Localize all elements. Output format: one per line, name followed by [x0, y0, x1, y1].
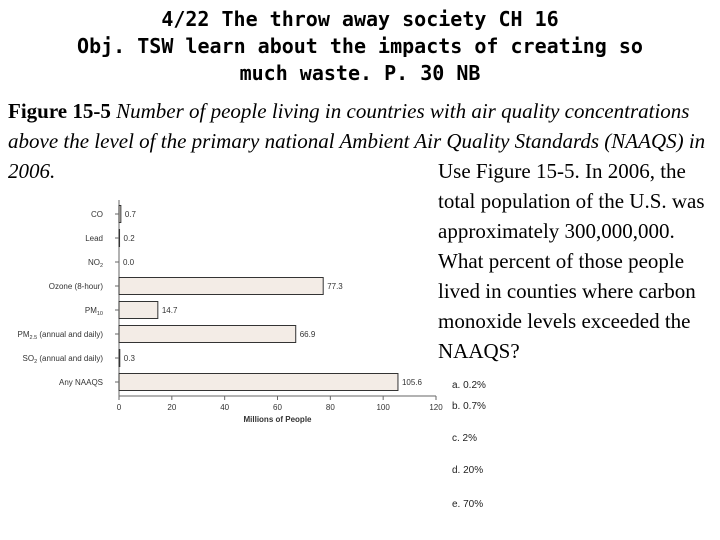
bar: [119, 326, 296, 343]
x-tick-label: 40: [220, 403, 230, 412]
question-text: Use Figure 15-5. In 2006, the total population of the U.S. was approximately 300,000,000. What percent of those people lived in counties where carbon monoxide levels exceeded the NAAQS?: [438, 159, 705, 363]
category-label: $PM_{2.5}$ (annual and daily): [17, 330, 103, 341]
category-label: $SO_2$ (annual and daily): [22, 354, 103, 365]
category-label: Lead: [85, 234, 103, 243]
category-label: $NO_2$: [87, 258, 103, 269]
value-label: 0.3: [123, 354, 135, 363]
value-label: 77.3: [327, 282, 343, 291]
x-tick-label: 80: [325, 403, 335, 412]
category-label: $PM_{10}$: [84, 306, 103, 317]
choice-c[interactable]: c. 2%: [452, 433, 478, 444]
value-label: 0.2: [123, 234, 135, 243]
bar: [119, 278, 323, 295]
figure-caption-text: Number of people living in countries with air quality concentrations above the level of the primary national Ambient Air Quality Standards (NAAQS) in 2006.: [8, 99, 706, 183]
x-tick-label: 20: [167, 403, 177, 412]
choice-b[interactable]: b. 0.7%: [452, 401, 486, 412]
x-tick-label: 120: [429, 403, 443, 412]
x-axis-label: Millions of People: [243, 415, 312, 424]
choice-a[interactable]: a. 0.2%: [452, 380, 486, 391]
bar: [119, 302, 158, 319]
header-line-2: Obj. TSW learn about the impacts of creating so: [77, 34, 643, 58]
value-label: 105.6: [401, 378, 422, 387]
category-label: Any NAAQS: [58, 378, 103, 387]
value-label: 14.7: [161, 306, 178, 315]
category-label: CO: [91, 210, 103, 219]
bar-chart: [17, 196, 443, 446]
bar: [119, 230, 120, 247]
choice-e[interactable]: e. 70%: [452, 499, 484, 510]
bar: [119, 206, 121, 223]
value-label: 66.9: [299, 330, 316, 339]
figure-number: Figure 15-5: [8, 99, 111, 123]
x-tick-label: 60: [273, 403, 282, 412]
x-tick-label: 0: [116, 403, 122, 412]
bar: [119, 374, 398, 391]
slide-header: [0, 6, 720, 87]
choice-d[interactable]: d. 20%: [452, 465, 484, 476]
value-label: 0.7: [124, 210, 136, 219]
x-tick-label: 100: [376, 403, 390, 412]
category-label: Ozone (8-hour): [48, 282, 103, 291]
header-line-3: much waste. P. 30 NB: [239, 61, 481, 85]
header-line-1: 4/22 The throw away society CH 16: [161, 7, 559, 31]
value-label: 0.0: [123, 258, 135, 267]
bar: [119, 350, 120, 367]
